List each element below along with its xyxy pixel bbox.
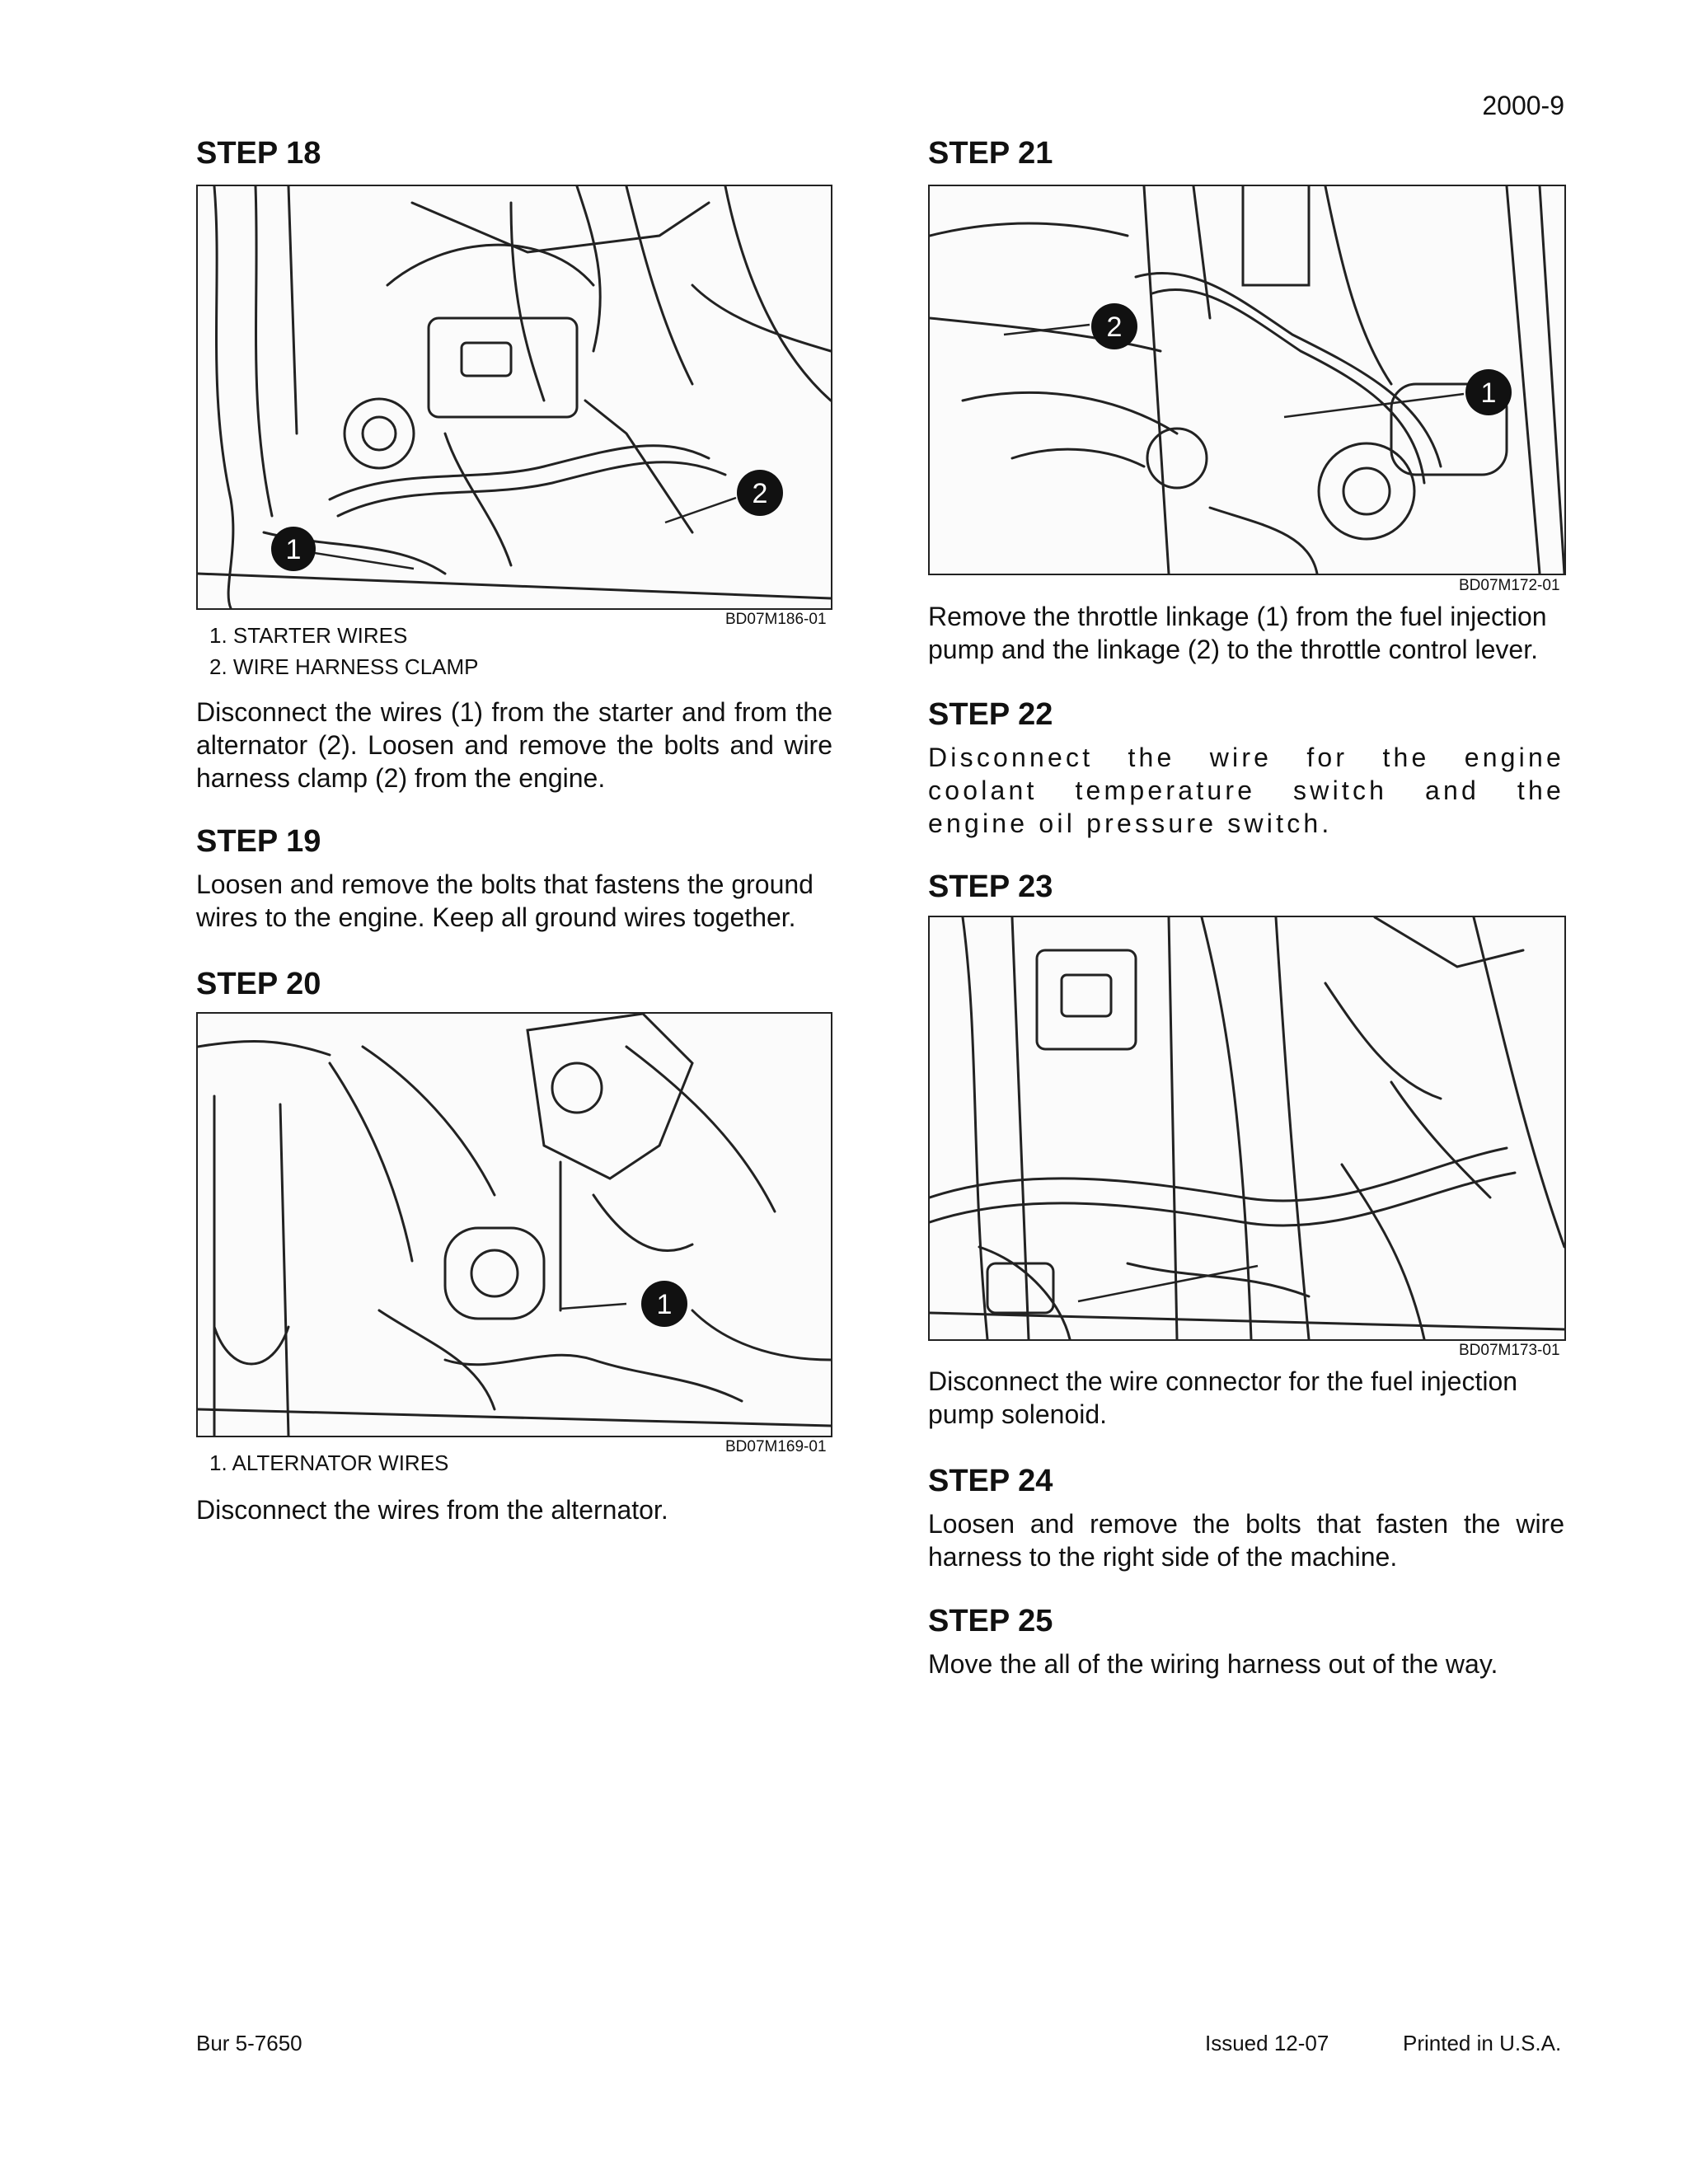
throttle-linkage-drawing-icon: [930, 186, 1564, 574]
engine-line-drawing-icon: [198, 186, 831, 608]
callout-2-marker: [737, 470, 783, 516]
callout-2-marker: [1091, 303, 1137, 349]
callout-legend: [196, 620, 479, 682]
step-22-text: Disconnect the wire for the engine coolant temperature switch and the engine oil pressure switch.: [928, 743, 1564, 838]
figure-code: BD07M169-01: [725, 1438, 827, 1455]
svg-text:2: 2: [1106, 312, 1123, 343]
footer-doc-number: Bur 5-7650: [196, 2031, 302, 2055]
svg-text:2: 2: [752, 478, 768, 509]
step-21-title: STEP 21: [928, 136, 1053, 171]
step-19-title: STEP 19: [196, 824, 321, 859]
footer-issued: Issued 12-07: [1205, 2031, 1329, 2055]
step-23-text: Disconnect the wire connector for the fuel injection pump solenoid.: [928, 1366, 1518, 1429]
step-25-title: STEP 25: [928, 1604, 1053, 1638]
legend-item: 1. ALTERNATOR WIRES: [209, 1451, 449, 1475]
step-25-text: Move the all of the wiring harness out of the way.: [928, 1649, 1498, 1679]
step-18-title: STEP 18: [196, 136, 321, 171]
page-number: 2000-9: [1482, 91, 1564, 120]
fuel-pump-connector-drawing-icon: [930, 917, 1564, 1339]
svg-text:1: 1: [285, 534, 302, 565]
figure-code: BD07M173-01: [1459, 1342, 1560, 1359]
step-20-figure: [196, 1012, 832, 1437]
step-24-title: STEP 24: [928, 1464, 1053, 1498]
figure-code: BD07M186-01: [725, 611, 827, 628]
step-20-text: Disconnect the wires from the alternator.: [196, 1495, 668, 1525]
step-24-text: Loosen and remove the bolts that fasten the wire harness to the right side of the machine.: [928, 1509, 1564, 1572]
callout-1-marker: [641, 1281, 687, 1327]
figure-code: BD07M172-01: [1459, 577, 1560, 594]
legend-item: 1. STARTER WIRES: [209, 623, 408, 648]
svg-text:1: 1: [1480, 377, 1497, 409]
step-22-title: STEP 22: [928, 697, 1053, 732]
step-23-figure: [928, 916, 1566, 1341]
svg-text:1: 1: [656, 1289, 673, 1320]
legend-item: 2. WIRE HARNESS CLAMP: [209, 654, 479, 679]
callout-1-marker: [1465, 369, 1512, 415]
footer-printed: Printed in U.S.A.: [1403, 2031, 1562, 2055]
callout-legend: [196, 1447, 448, 1479]
alternator-line-drawing-icon: [198, 1014, 831, 1436]
step-18-text: Disconnect the wires (1) from the starter and from the alternator (2). Loosen and remove the bolts and wire harness clamp (2) from the engine.: [196, 697, 832, 793]
step-20-title: STEP 20: [196, 967, 321, 1001]
step-21-figure: [928, 185, 1566, 575]
step-19-text: Loosen and remove the bolts that fastens the ground wires to the engine. Keep all ground wires together.: [196, 869, 814, 932]
step-23-title: STEP 23: [928, 869, 1053, 904]
callout-1-marker: [271, 527, 316, 571]
step-18-figure: [196, 185, 832, 610]
step-21-text: Remove the throttle linkage (1) from the fuel injection pump and the linkage (2) to the throttle control lever.: [928, 602, 1547, 664]
